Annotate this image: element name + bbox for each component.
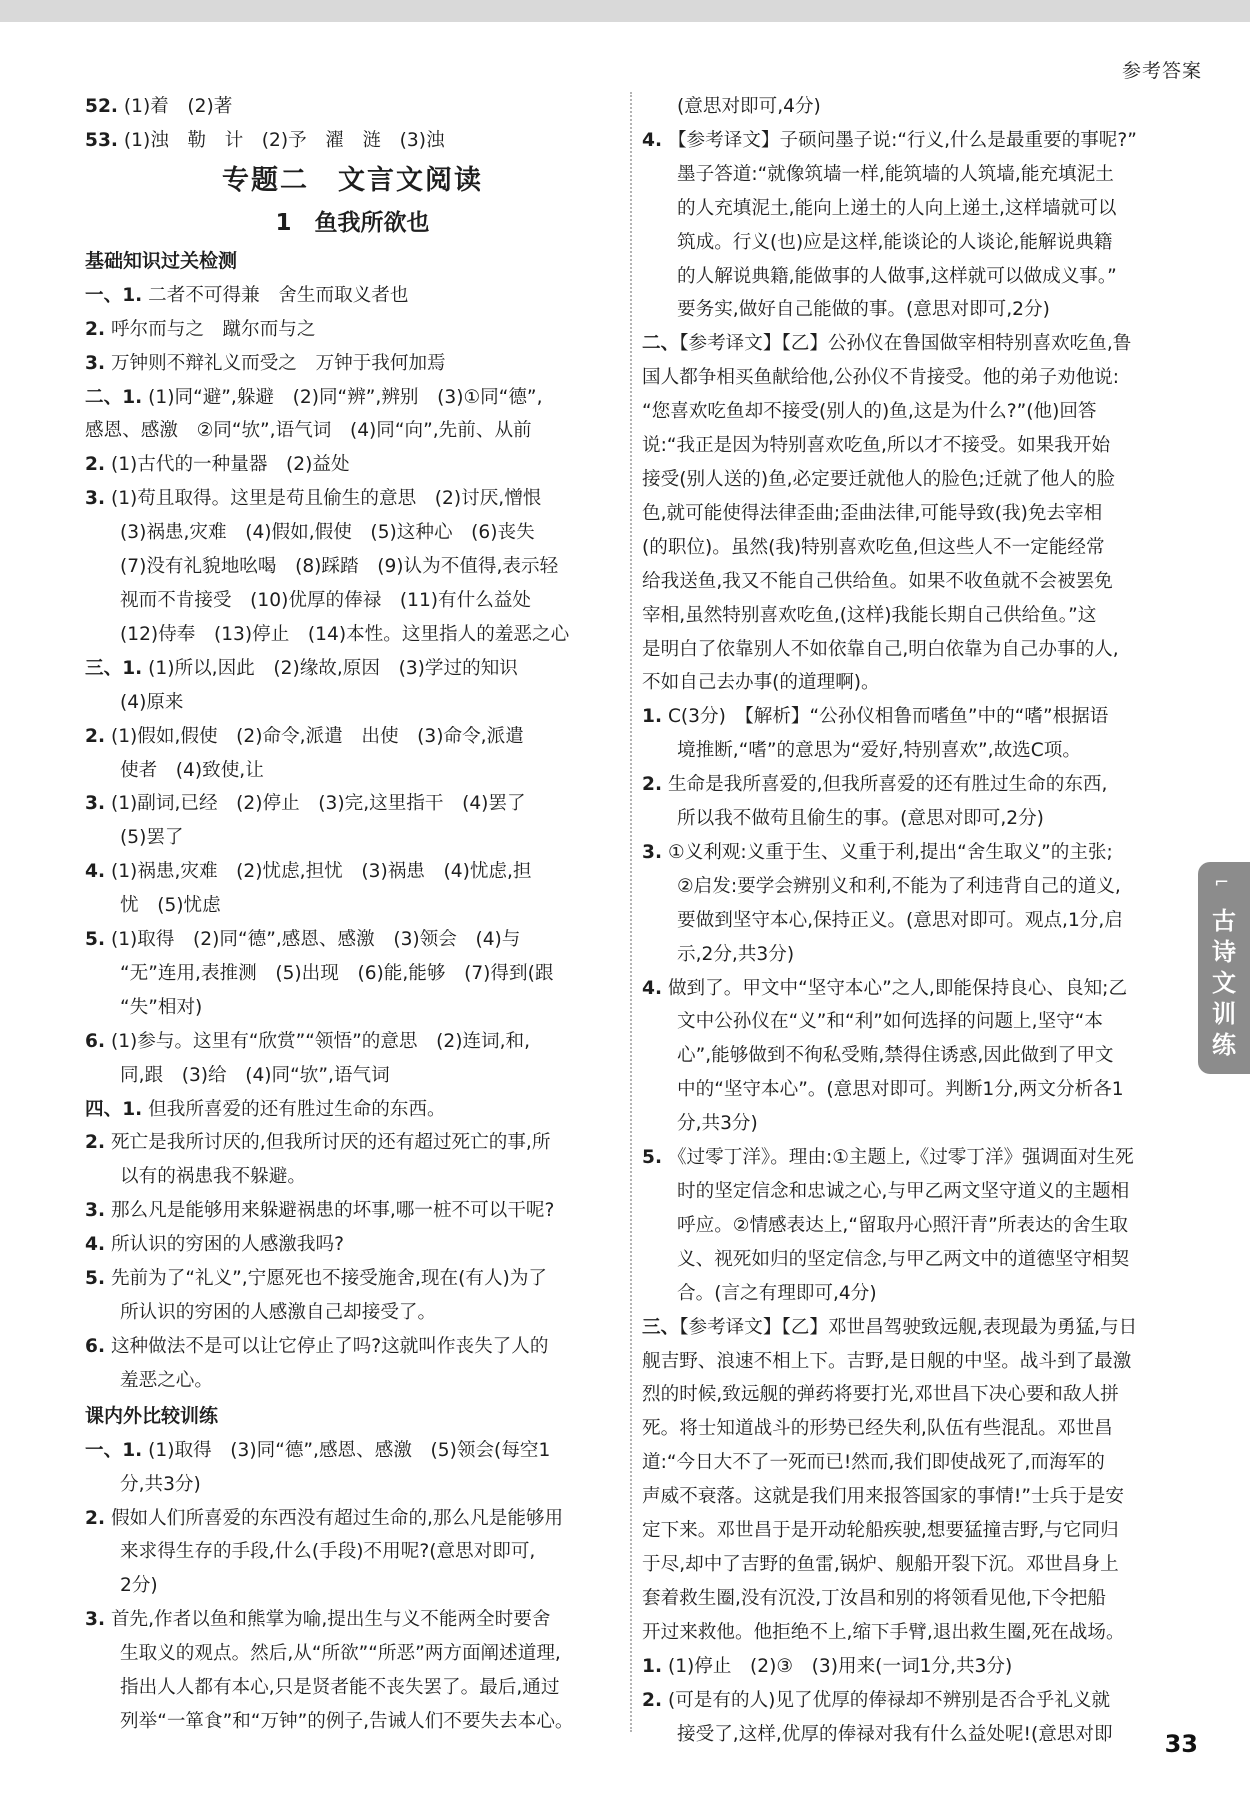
item-number: 4. (85, 1234, 106, 1256)
text-line (642, 1311, 1190, 1345)
section-marker: 三、 (85, 657, 123, 679)
item-number: 3. (85, 793, 106, 815)
line-text: 死亡是我所讨厌的,但我所讨厌的还有超过死亡的事,所 (110, 1132, 551, 1154)
side-tab-label: 古诗文训练 (1212, 907, 1236, 1059)
line-text: ①义利观:义重于生、义重于利,提出“舍生取义”的主张; (667, 841, 1113, 863)
text-line (642, 700, 1190, 734)
line-text: 生命是我所喜爱的,但我所喜爱的还有胜过生命的东西, (667, 774, 1108, 796)
text-line (642, 1548, 1190, 1582)
item-number: 52. (85, 96, 118, 117)
line-text: 声威不衰落。这就是我们用来报答国家的事情!”士兵于是安 (642, 1486, 1124, 1508)
section-title-basic: 基础知识过关检测 (85, 249, 238, 272)
text-line (85, 550, 620, 584)
text-line (642, 1650, 1190, 1684)
text-line (642, 1141, 1190, 1175)
line-text: 的人充填泥土,能向上递土的人向上递土,这样墙就可以 (677, 197, 1117, 219)
text-line (85, 821, 620, 855)
text-line (642, 463, 1190, 497)
text-line (642, 497, 1190, 531)
item-number: 5. (85, 1268, 106, 1290)
line-text: 义、视死如归的坚定信念,与甲乙两文中的道德坚守相契 (677, 1248, 1130, 1270)
line-text: 境推断,“嗜”的意思为“爱好,特别喜欢”,故选C项。 (677, 740, 1081, 762)
text-line (642, 768, 1190, 802)
text-line (85, 1502, 620, 1536)
line-text: 分,共3分) (120, 1473, 201, 1495)
line-text: 列举“一箪食”和“万钟”的例子,告诫人们不要失去本心。 (120, 1710, 574, 1732)
text-line (85, 720, 620, 754)
text-line (85, 991, 620, 1025)
top-strip (0, 0, 1250, 22)
text-line (642, 1514, 1190, 1548)
text-line (642, 158, 1190, 192)
text-line (642, 429, 1190, 463)
section-marker: 三、 (642, 1316, 680, 1338)
line-text: 万钟则不辩礼义而受之 万钟于我何加焉 (110, 352, 446, 374)
text-line (642, 599, 1190, 633)
item-number: 2. (642, 1689, 663, 1711)
text-line (642, 633, 1190, 667)
text-line (642, 395, 1190, 429)
text-line (85, 754, 620, 788)
line-text: 开过来救他。他拒绝不上,缩下手臂,退出救生圈,死在战场。 (642, 1621, 1125, 1643)
line-text: 使者 (4)致使,让 (120, 759, 264, 781)
text-line (642, 1175, 1190, 1209)
text-line (85, 1569, 620, 1603)
text-line (642, 361, 1190, 395)
text-line (85, 313, 620, 347)
right-column (642, 90, 1190, 1751)
item-number: 3. (642, 841, 663, 863)
text-line (85, 1262, 620, 1296)
line-text: (1)参与。这里有“欣赏”“领悟”的意思 (2)连词,和, (110, 1030, 531, 1052)
section-title-compare: 课内外比较训练 (85, 1404, 219, 1427)
text-line (85, 1535, 620, 1569)
text-line (642, 1718, 1190, 1752)
column-divider (630, 92, 632, 1732)
topic-title: 专题二 文言文阅读 (222, 164, 483, 196)
line-text: 视而不肯接受 (10)优厚的俸禄 (11)有什么益处 (120, 589, 532, 611)
item-number: 4. (642, 129, 663, 151)
text-line (85, 1126, 620, 1160)
item-number: 1. (642, 706, 663, 728)
line-text: 不如自己去办事(的道理啊)。 (642, 672, 880, 694)
header-label: 参考答案 (1121, 60, 1202, 82)
text-line (642, 1480, 1190, 1514)
item-number: 5. (85, 929, 106, 951)
text-line (642, 1582, 1190, 1616)
line-text: 所以我不做苟且偷生的事。(意思对即可,2分) (677, 808, 1044, 830)
item-number: 2. (85, 454, 106, 476)
line-text: (1)所以,因此 (2)缘故,原因 (3)学过的知识 (148, 657, 518, 679)
text-line (642, 1412, 1190, 1446)
side-tab-bracket-icon: ⌐ (1214, 872, 1230, 893)
text-line (642, 565, 1190, 599)
line-text: 感恩、感激 ②同“欤”,语气词 (4)同“向”,先前、从前 (85, 420, 532, 442)
text-line (85, 1671, 620, 1705)
line-text: 国人都争相买鱼献给他,公孙仪不肯接受。他的弟子劝他说: (642, 367, 1120, 389)
line-text: 同,跟 (3)给 (4)同“欤”,语气词 (120, 1064, 390, 1086)
section-marker: 二、 (642, 333, 680, 355)
item-number: 3. (85, 1609, 106, 1631)
line-text: 呼应。②情感表达上,“留取丹心照汗青”所表达的舍生取 (677, 1214, 1128, 1236)
line-text: 接受了,这样,优厚的俸禄对我有什么益处呢!(意思对即 (677, 1723, 1113, 1745)
line-text: (1)取得 (2)同“德”,感恩、感激 (3)领会 (4)与 (110, 929, 521, 951)
text-line (642, 1616, 1190, 1650)
line-text: 这种做法不是可以让它停止了吗?这就叫作丧失了人的 (110, 1335, 549, 1357)
line-text: 所认识的穷困的人感激自己却接受了。 (120, 1302, 437, 1323)
line-text: (3)祸患,灾难 (4)假如,假使 (5)这种心 (6)丧失 (120, 522, 535, 544)
text-line (85, 1434, 620, 1468)
line-text: (7)没有礼貌地吆喝 (8)踩踏 (9)认为不值得,表示轻 (120, 556, 559, 578)
text-line (85, 1025, 620, 1059)
line-text: 色,就可能使得法律歪曲;歪曲法律,可能导致(我)免去宰相 (642, 502, 1103, 524)
text-line (85, 1603, 620, 1637)
text-line (642, 1107, 1190, 1141)
line-text: (1)浊 勒 计 (2)予 濯 涟 (3)浊 (123, 129, 445, 151)
text-line (642, 666, 1190, 700)
text-line (85, 618, 620, 652)
line-text: 的人解说典籍,能做事的人做事,这样就可以做成义事。” (677, 265, 1117, 287)
text-line (85, 1160, 620, 1194)
line-text: 合。(言之有理即可,4分) (677, 1282, 877, 1304)
text-line (85, 1637, 620, 1671)
text-line (642, 1277, 1190, 1311)
line-text: 【参考译文】子硕问墨子说:“行义,什么是最重要的事呢?” (667, 129, 1137, 151)
text-line (642, 1073, 1190, 1107)
line-text: (1)祸患,灾难 (2)忧虑,担忧 (3)祸患 (4)忧虑,担 (110, 861, 532, 883)
text-line (85, 584, 620, 618)
text-line (85, 1330, 620, 1364)
line-text: 《过零丁洋》。理由:①主题上,《过零丁洋》强调面对生死 (667, 1147, 1134, 1169)
side-tab (1198, 862, 1250, 1074)
item-number: 1. (122, 1098, 143, 1120)
text-line (85, 482, 620, 516)
text-line (85, 1468, 620, 1502)
item-number: 1. (122, 386, 143, 408)
item-number: 4. (85, 861, 106, 883)
item-number: 1. (122, 284, 143, 306)
item-number: 3. (85, 1200, 106, 1222)
line-text: (的职位)。虽然(我)特别喜欢吃鱼,但这些人不一定能经常 (642, 536, 1105, 558)
text-line (642, 1446, 1190, 1480)
line-text: 套着救生圈,没有沉没,丁汝昌和别的将领看见他,下令把船 (642, 1587, 1106, 1609)
text-line (642, 802, 1190, 836)
text-line (642, 1039, 1190, 1073)
line-text: (意思对即可,4分) (677, 96, 821, 117)
item-number: 2. (85, 725, 106, 747)
text-line (642, 938, 1190, 972)
text-line (85, 855, 620, 889)
text-line (85, 124, 620, 158)
text-line (642, 734, 1190, 768)
line-text: 舰吉野、浪速不相上下。吉野,是日舰的中坚。战斗到了最激 (642, 1350, 1132, 1372)
line-text: 烈的时候,致远舰的弹药将要打光,邓世昌下决心要和敌人拼 (642, 1384, 1119, 1406)
item-number: 3. (85, 488, 106, 510)
text-line (85, 414, 620, 448)
line-text: 但我所喜爱的还有胜过生命的东西。 (148, 1098, 446, 1120)
line-text: (1)副词,已经 (2)停止 (3)完,这里指干 (4)罢了 (110, 793, 526, 815)
text-line (642, 1243, 1190, 1277)
line-text: (1)苟且取得。这里是苟且偷生的意思 (2)讨厌,憎恨 (110, 488, 542, 510)
line-text: 要做到坚守本心,保持正义。(意思对即可。观点,1分,启 (677, 909, 1123, 931)
line-text: 宰相,虽然特别喜欢吃鱼,(这样)我能长期自己供给鱼。”这 (642, 604, 1097, 626)
line-text: 要务实,做好自己能做的事。(意思对即可,2分) (677, 299, 1050, 321)
item-number: 2. (642, 774, 663, 796)
line-text: 来求得生存的手段,什么(手段)不用呢?(意思对即可, (120, 1541, 536, 1563)
line-text: 于尽,却中了吉野的鱼雷,锅炉、舰船开裂下沉。邓世昌身上 (642, 1553, 1119, 1575)
line-text: “失”相对) (120, 996, 203, 1018)
line-text: ②启发:要学会辨别义和利,不能为了利违背自己的道义, (677, 875, 1121, 897)
text-line (85, 90, 620, 124)
line-text: 做到了。甲文中“坚守本心”之人,即能保持良心、良知;乙 (667, 977, 1128, 999)
text-line (642, 1345, 1190, 1379)
text-line (85, 1364, 620, 1398)
text-line (85, 347, 620, 381)
text-line (85, 923, 620, 957)
item-number: 1. (122, 1439, 143, 1461)
line-text: 那么凡是能够用来躲避祸患的坏事,哪一桩不可以干呢? (110, 1200, 555, 1222)
item-number: 2. (85, 1132, 106, 1154)
section-marker: 四、 (85, 1098, 123, 1120)
text-line (642, 531, 1190, 565)
text-line (85, 1705, 620, 1739)
text-line (642, 226, 1190, 260)
item-number: 2. (85, 1507, 106, 1529)
lesson-title: 1 鱼我所欲也 (275, 209, 430, 236)
item-number: 53. (85, 129, 118, 151)
line-text: 所认识的穷困的人感激我吗? (110, 1234, 344, 1256)
page-number: 33 (1164, 1730, 1198, 1758)
text-line (85, 279, 620, 313)
item-number: 2. (85, 318, 106, 340)
line-text: 道:“今日大不了一死而已!然而,我们即使战死了,而海军的 (642, 1452, 1105, 1474)
line-text: 中的“坚守本心”。(意思对即可。判断1分,两文分析各1 (677, 1079, 1124, 1101)
line-text: 文中公孙仪在“义”和“利”如何选择的问题上,坚守“本 (677, 1011, 1103, 1033)
text-line (85, 381, 620, 415)
line-text: 定下来。邓世昌于是开动轮船疾驶,想要猛撞吉野,与它同归 (642, 1520, 1119, 1542)
text-line (85, 1059, 620, 1093)
line-text: 筑成。行义(也)应是这样,能谈论的人谈论,能解说典籍 (677, 231, 1113, 253)
text-line (642, 972, 1190, 1006)
line-text: “无”连用,表推测 (5)出现 (6)能,能够 (7)得到(跟 (120, 962, 554, 984)
line-text: 呼尔而与之 蹴尔而与之 (110, 318, 316, 340)
section-marker: 二、 (85, 386, 123, 408)
section-marker: 一、 (85, 284, 123, 306)
text-line (642, 260, 1190, 294)
line-text: 【参考译文】【乙】邓世昌驾驶致远舰,表现最为勇猛,与日 (679, 1316, 1138, 1338)
text-line (642, 870, 1190, 904)
text-line (85, 957, 620, 991)
text-line (642, 836, 1190, 870)
item-number: 4. (642, 977, 663, 999)
text-line (85, 889, 620, 923)
text-line (85, 686, 620, 720)
text-line (642, 1209, 1190, 1243)
line-text: 墨子答道:“就像筑墙一样,能筑墙的人筑墙,能充填泥土 (677, 163, 1114, 185)
line-text: 【参考译文】【乙】公孙仪在鲁国做宰相特别喜欢吃鱼,鲁 (679, 333, 1132, 355)
item-number: 1. (122, 657, 143, 679)
line-text: 给我送鱼,我又不能自己供给鱼。如果不收鱼就不会被罢免 (642, 570, 1113, 592)
item-number: 6. (85, 1030, 106, 1052)
line-text: 以有的祸患我不躲避。 (120, 1166, 306, 1188)
line-text: 2分) (120, 1575, 158, 1597)
line-text: 接受(别人送的)鱼,必定要迁就他人的脸色;迁就了他人的脸 (642, 468, 1115, 490)
line-text: 首先,作者以鱼和熊掌为喻,提出生与义不能两全时要舍 (110, 1609, 551, 1631)
line-text: (1)同“避”,躲避 (2)同“辨”,辨别 (3)①同“德”, (148, 386, 543, 408)
line-text: 心”,能够做到不徇私受贿,禁得住诱惑,因此做到了甲文 (677, 1045, 1114, 1067)
line-text: (12)侍奉 (13)停止 (14)本性。这里指人的羞恶之心 (120, 623, 570, 645)
text-line (642, 1378, 1190, 1412)
text-line (85, 787, 620, 821)
text-line (85, 1093, 620, 1127)
text-line (642, 124, 1190, 158)
line-text: 示,2分,共3分) (677, 943, 795, 965)
line-text: (4)原来 (120, 691, 184, 713)
line-text: (1)停止 (2)③ (3)用来(一词1分,共3分) (667, 1655, 1013, 1677)
line-text: (可是有的人)见了优厚的俸禄却不辨别是否合乎礼义就 (667, 1689, 1111, 1711)
item-number: 3. (85, 352, 106, 374)
item-number: 6. (85, 1335, 106, 1357)
line-text: (1)古代的一种量器 (2)益处 (110, 454, 350, 476)
text-line (642, 1684, 1190, 1718)
line-text: 死。将士知道战斗的形势已经失利,队伍有些混乱。邓世昌 (642, 1418, 1113, 1440)
line-text: 羞恶之心。 (120, 1369, 213, 1391)
line-text: 指出人人都有本心,只是贤者能不丧失罢了。最后,通过 (120, 1677, 560, 1699)
line-text: 假如人们所喜爱的东西没有超过生命的,那么凡是能够用 (110, 1507, 564, 1529)
line-text: (5)罢了 (120, 827, 184, 849)
line-text: 说:“我正是因为特别喜欢吃鱼,所以才不接受。如果我开始 (642, 435, 1111, 457)
line-text: “您喜欢吃鱼却不接受(别人的)鱼,这是为什么?”(他)回答 (642, 401, 1097, 423)
line-text: 分,共3分) (677, 1113, 758, 1135)
line-text: 先前为了“礼义”,宁愿死也不接受施舍,现在(有人)为了 (110, 1268, 548, 1290)
item-number: 5. (642, 1147, 663, 1169)
text-line (642, 1005, 1190, 1039)
text-line (85, 448, 620, 482)
text-line (642, 327, 1190, 361)
line-text: (1)着 (2)著 (123, 96, 233, 117)
item-number: 1. (642, 1655, 663, 1677)
text-line (85, 1228, 620, 1262)
line-text: 二者不可得兼 舍生而取义者也 (148, 284, 409, 306)
line-text: (1)假如,假使 (2)命令,派遣 出使 (3)命令,派遣 (110, 725, 524, 747)
line-text: 时的坚定信念和忠诚之心,与甲乙两文坚守道义的主题相 (677, 1181, 1130, 1202)
text-line (85, 1296, 620, 1330)
text-line (85, 516, 620, 550)
section-marker: 一、 (85, 1439, 123, 1461)
line-text: 生取义的观点。然后,从“所欲”“所恶”两方面阐述道理, (120, 1643, 561, 1665)
text-line (642, 90, 1190, 124)
text-line (642, 904, 1190, 938)
line-text: 忧 (5)忧虑 (120, 895, 221, 917)
line-text: (1)取得 (3)同“德”,感恩、感激 (5)领会(每空1 (148, 1439, 551, 1461)
line-text: C(3分) 【解析】“公孙仪相鲁而嗜鱼”中的“嗜”根据语 (667, 706, 1109, 728)
left-column (85, 90, 620, 1739)
text-line (642, 192, 1190, 226)
text-line (642, 293, 1190, 327)
text-line (85, 1194, 620, 1228)
text-line (85, 652, 620, 686)
line-text: 是明白了依靠别人不如依靠自己,明白依靠为自己办事的人, (642, 638, 1119, 660)
